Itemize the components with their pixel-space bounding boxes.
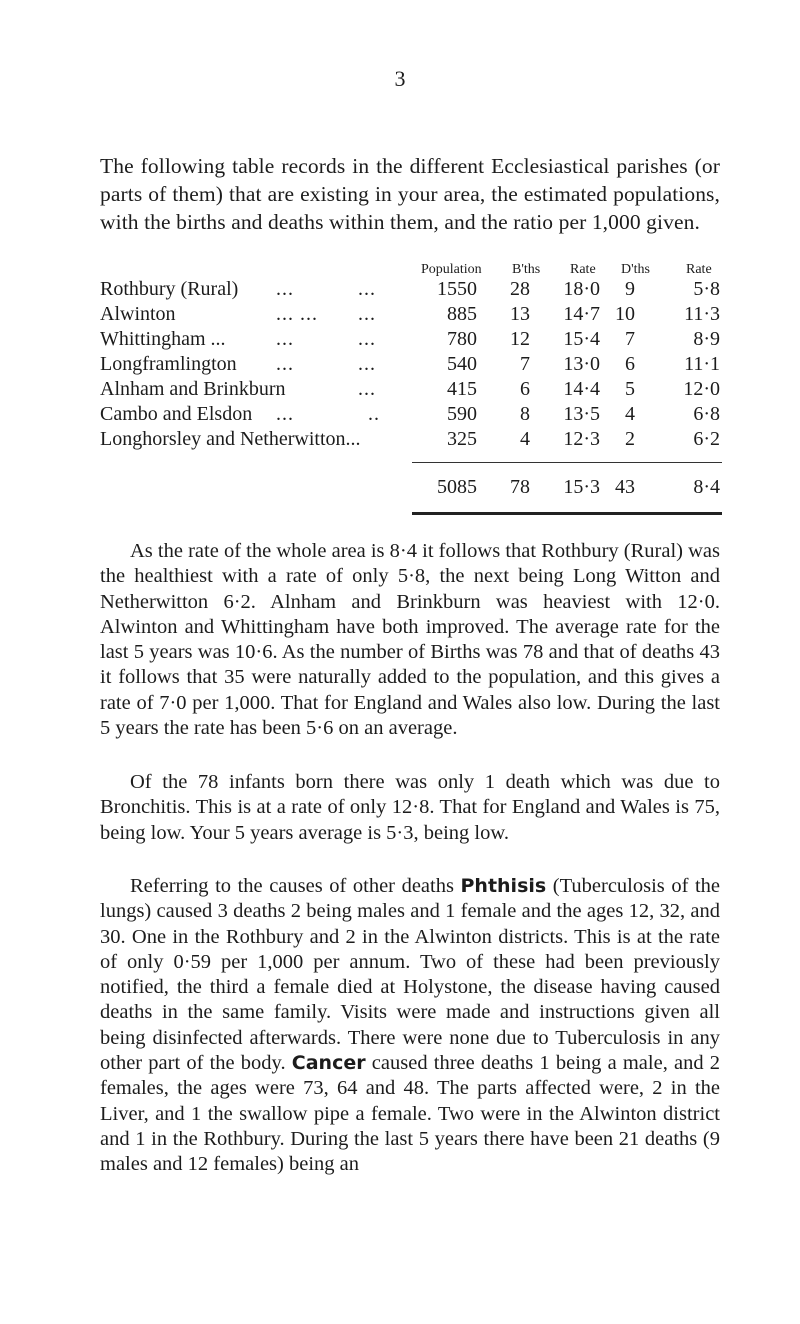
cell-parish: Cambo and Elsdon bbox=[100, 403, 253, 425]
table-row bbox=[100, 428, 720, 453]
cell-leader-dots: ... bbox=[358, 353, 376, 375]
cell-parish: Longhorsley and Netherwitton... bbox=[100, 428, 361, 450]
cell-population: 325 bbox=[447, 428, 477, 450]
cell-leader-dots: ... bbox=[276, 328, 294, 350]
header-population: Population bbox=[421, 262, 482, 277]
phthisis-text: (Tuberculosis of the lungs) caused 3 deaths 2 being males and 1 female and the ages 12, 32, and 30. One in the Rothbury and 2 in the Alwinton districts. This is at the rate of only 0·59 per 1,000 per annum. Two of these had been previously notified, the third a female died at Holystone, the disease having caused deaths in the same family. Visits were made and instructions given all being disinfected afterwards. There were none due to Tuberculosis in any other part of the body. bbox=[100, 875, 721, 1075]
paragraph-rates: As the rate of the whole area is 8·4 it follows that Rothbury (Rural) was the healthiest with a rate of only 5·8, the next being Long Witton and Netherwitton 6·2. Alnham and Brinkburn was heaviest with 12·0. Alwinton and Whittingham have both improved. The average rate for the last 5 years was 10·6. As the number of Births was 78 and that of deaths 43 it follows that 35 were naturally added to the population, and this gives a rate of 7·0 per 1,000. That for England and Wales also low. During the last 5 years the rate has been 5·6 on an average. bbox=[100, 540, 720, 740]
cell-leader-dots: ... bbox=[358, 278, 376, 300]
cell-deaths: 2 bbox=[625, 428, 635, 450]
cell-birth-rate: 12·3 bbox=[563, 428, 600, 450]
cell-deaths: 9 bbox=[625, 278, 635, 300]
header-birth-rate: Rate bbox=[570, 262, 596, 277]
cell-death-rate: 8·9 bbox=[693, 328, 720, 350]
table-row bbox=[100, 378, 720, 403]
cell-deaths: 10 bbox=[615, 303, 635, 325]
cell-births: 28 bbox=[510, 278, 530, 300]
cell-death-rate: 6·2 bbox=[693, 428, 720, 450]
paragraph-causes bbox=[100, 874, 720, 1178]
cell-deaths: 7 bbox=[625, 328, 635, 350]
cell-parish: Longframlington bbox=[100, 353, 237, 375]
cell-parish: Alwinton bbox=[100, 303, 176, 325]
cell-population: 590 bbox=[447, 403, 477, 425]
intro-paragraph: The following table records in the different Ecclesiastical parishes (or parts of them) that are existing in your area, the estimated populations, with the births and deaths within them, and the ratio per 1,000 given. bbox=[100, 154, 720, 234]
cell-population: 540 bbox=[447, 353, 477, 375]
cell-parish: Alnham and Brinkburn bbox=[100, 378, 286, 400]
cancer-text: caused three deaths 1 being a male, and 2 females, the ages were 73, 64 and 48. The parts affected were, 2 in the Liver, and 1 the swallow pipe a female. Two were in the Alwinton district and 1 in the Rothbury. During the last 5 years there have been 21 deaths (9 males and 12 females) being an bbox=[100, 1052, 721, 1176]
causes-intro: Referring to the causes of other deaths bbox=[130, 875, 454, 897]
cell-leader-dots: ... bbox=[358, 328, 376, 350]
cell-birth-rate: 13·5 bbox=[563, 403, 600, 425]
cell-birth-rate: 14·7 bbox=[563, 303, 600, 325]
cell-leader-dots: ... bbox=[358, 378, 376, 400]
total-births: 78 bbox=[510, 476, 530, 498]
cell-leader-dots: ... ... bbox=[276, 303, 318, 325]
page-number: 3 bbox=[394, 66, 406, 91]
cell-death-rate: 6·8 bbox=[693, 403, 720, 425]
cell-birth-rate: 13·0 bbox=[563, 353, 600, 375]
cell-deaths: 4 bbox=[625, 403, 635, 425]
cell-births: 13 bbox=[510, 303, 530, 325]
table-row bbox=[100, 303, 720, 328]
cell-birth-rate: 15·4 bbox=[563, 328, 600, 350]
cell-leader-dots: ... bbox=[276, 403, 294, 425]
cell-population: 415 bbox=[447, 378, 477, 400]
totals-rule-bottom bbox=[412, 512, 722, 515]
cell-population: 885 bbox=[447, 303, 477, 325]
cell-births: 8 bbox=[520, 403, 530, 425]
cell-death-rate: 11·1 bbox=[684, 353, 720, 375]
cancer-heading: Cancer bbox=[291, 1052, 366, 1075]
total-deaths: 43 bbox=[615, 476, 635, 498]
total-death-rate: 8·4 bbox=[693, 476, 720, 498]
table-row bbox=[100, 353, 720, 378]
cell-death-rate: 5·8 bbox=[693, 278, 720, 300]
table-row bbox=[100, 403, 720, 428]
body-paragraph-1 bbox=[100, 539, 720, 741]
cell-births: 6 bbox=[520, 378, 530, 400]
cell-death-rate: 12·0 bbox=[683, 378, 720, 400]
cell-leader-dots: ... bbox=[276, 278, 294, 300]
header-death-rate: Rate bbox=[686, 262, 712, 277]
cell-parish: Whittingham ... bbox=[100, 328, 226, 350]
cell-population: 1550 bbox=[437, 278, 477, 300]
phthisis-heading: Phthisis bbox=[460, 875, 547, 897]
cell-parish: Rothbury (Rural) bbox=[100, 278, 239, 300]
cell-births: 12 bbox=[510, 328, 530, 350]
total-population: 5085 bbox=[437, 476, 477, 498]
parish-table bbox=[100, 262, 720, 498]
cell-birth-rate: 14·4 bbox=[563, 378, 600, 400]
cell-population: 780 bbox=[447, 328, 477, 350]
cell-births: 7 bbox=[520, 353, 530, 375]
cell-leader-dots: .. bbox=[368, 403, 380, 425]
cell-death-rate: 11·3 bbox=[684, 303, 720, 325]
body-paragraph-2 bbox=[100, 770, 720, 846]
cell-deaths: 5 bbox=[625, 378, 635, 400]
cell-deaths: 6 bbox=[625, 353, 635, 375]
cell-leader-dots: ... bbox=[276, 353, 294, 375]
totals-rule-top bbox=[412, 462, 722, 463]
cell-leader-dots: ... bbox=[358, 303, 376, 325]
cell-birth-rate: 18·0 bbox=[563, 278, 600, 300]
body-paragraph-3 bbox=[100, 874, 720, 1178]
table-header bbox=[100, 262, 720, 278]
cell-births: 4 bbox=[520, 428, 530, 450]
total-birth-rate: 15·3 bbox=[563, 476, 600, 498]
header-deaths: D'ths bbox=[621, 262, 650, 277]
table-row bbox=[100, 328, 720, 353]
header-births: B'ths bbox=[512, 262, 541, 277]
table-row bbox=[100, 278, 720, 303]
paragraph-infants: Of the 78 infants born there was only 1 death which was due to Bronchitis. This is at a rate of only 12·8. That for England and Wales is 75, being low. Your 5 years average is 5·3, being low. bbox=[100, 771, 720, 844]
totals-row bbox=[100, 476, 720, 501]
